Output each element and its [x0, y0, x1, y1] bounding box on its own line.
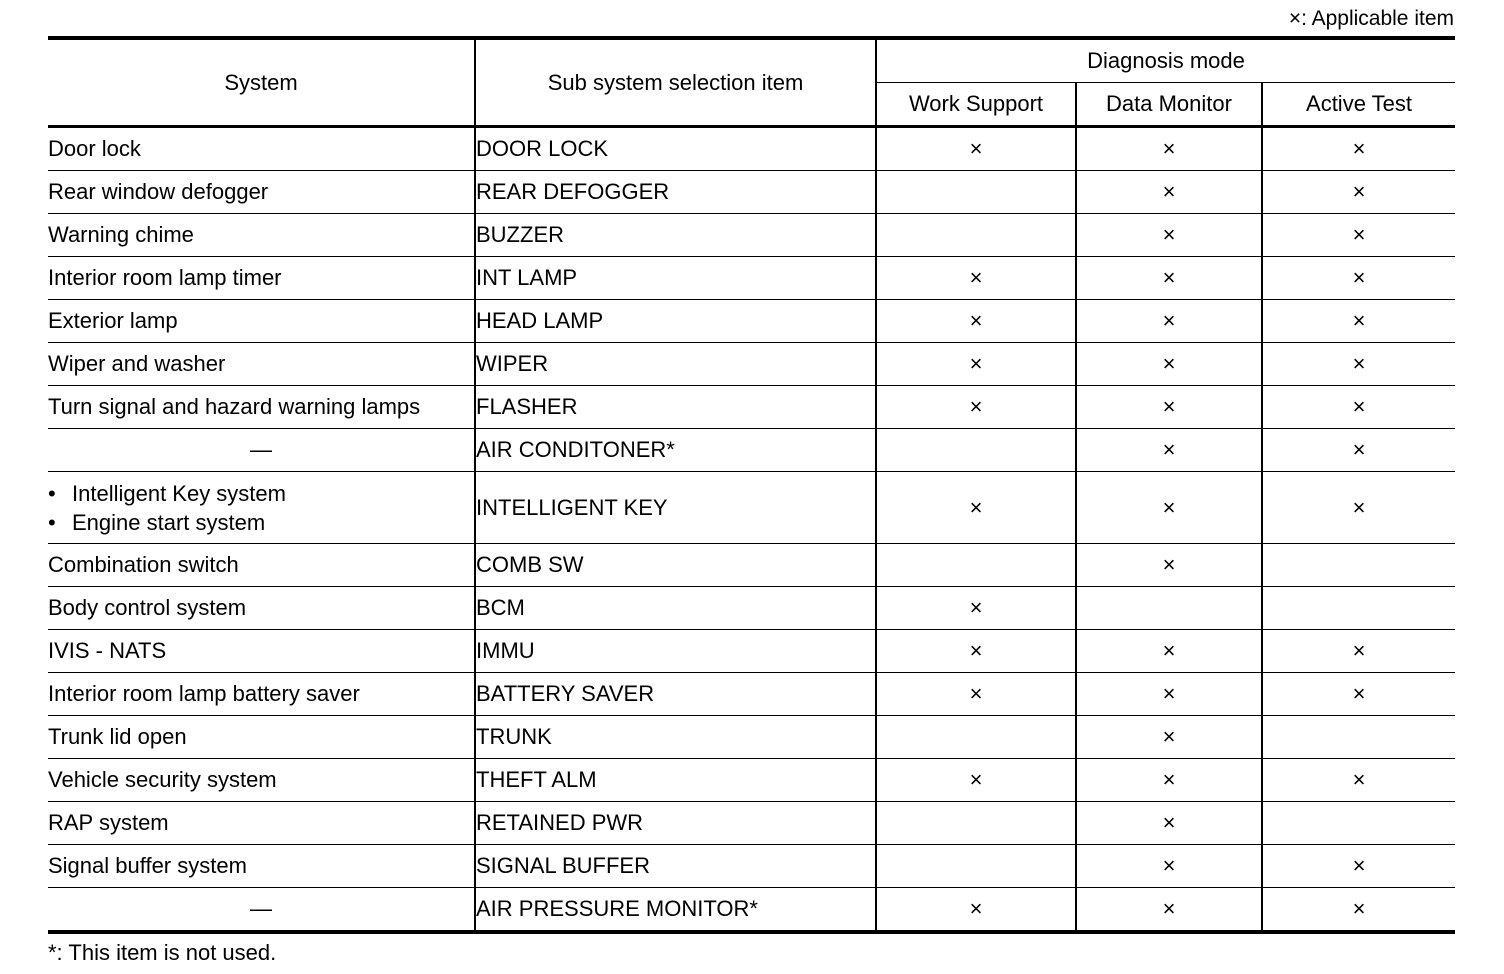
data-monitor-mark: ×	[1076, 845, 1262, 888]
table-header	[48, 38, 1455, 127]
table-row	[48, 587, 1455, 630]
sub-system-cell: COMB SW	[475, 544, 876, 587]
active-test-mark	[1262, 802, 1455, 845]
data-monitor-mark: ×	[1076, 888, 1262, 933]
active-test-mark: ×	[1262, 343, 1455, 386]
work-support-mark: ×	[876, 343, 1076, 386]
data-monitor-mark: ×	[1076, 630, 1262, 673]
sub-system-cell: TRUNK	[475, 716, 876, 759]
data-monitor-mark: ×	[1076, 214, 1262, 257]
data-monitor-mark: ×	[1076, 127, 1262, 171]
system-cell: Interior room lamp battery saver	[48, 673, 475, 716]
system-cell	[48, 472, 475, 544]
work-support-mark: ×	[876, 587, 1076, 630]
active-test-mark: ×	[1262, 845, 1455, 888]
active-test-mark	[1262, 587, 1455, 630]
table-row	[48, 716, 1455, 759]
system-cell: Combination switch	[48, 544, 475, 587]
table-row	[48, 630, 1455, 673]
work-support-mark: ×	[876, 386, 1076, 429]
system-cell: —	[48, 429, 475, 472]
table-row	[48, 171, 1455, 214]
work-support-mark	[876, 802, 1076, 845]
table-row	[48, 214, 1455, 257]
table-row	[48, 343, 1455, 386]
data-monitor-mark: ×	[1076, 716, 1262, 759]
active-test-mark: ×	[1262, 127, 1455, 171]
active-test-mark: ×	[1262, 171, 1455, 214]
work-support-mark: ×	[876, 759, 1076, 802]
sub-system-cell: AIR CONDITONER*	[475, 429, 876, 472]
system-cell: Signal buffer system	[48, 845, 475, 888]
table-row	[48, 673, 1455, 716]
table-row	[48, 429, 1455, 472]
system-cell: —	[48, 888, 475, 933]
data-monitor-mark: ×	[1076, 544, 1262, 587]
work-support-mark: ×	[876, 630, 1076, 673]
active-test-mark: ×	[1262, 630, 1455, 673]
system-cell: Wiper and washer	[48, 343, 475, 386]
system-cell: Warning chime	[48, 214, 475, 257]
system-bullet-item: • Intelligent Key system	[48, 479, 474, 508]
system-cell: Body control system	[48, 587, 475, 630]
table-row	[48, 472, 1455, 544]
data-monitor-mark: ×	[1076, 386, 1262, 429]
system-cell: Exterior lamp	[48, 300, 475, 343]
data-monitor-mark: ×	[1076, 257, 1262, 300]
data-monitor-mark: ×	[1076, 673, 1262, 716]
sub-system-cell: BCM	[475, 587, 876, 630]
work-support-mark	[876, 845, 1076, 888]
work-support-mark: ×	[876, 673, 1076, 716]
system-cell: RAP system	[48, 802, 475, 845]
work-support-mark: ×	[876, 300, 1076, 343]
work-support-mark	[876, 429, 1076, 472]
active-test-mark: ×	[1262, 214, 1455, 257]
header-sub-system: Sub system selection item	[475, 38, 876, 127]
sub-system-cell: AIR PRESSURE MONITOR*	[475, 888, 876, 933]
diagnosis-mode-table	[48, 36, 1455, 934]
work-support-mark	[876, 716, 1076, 759]
sub-system-cell: BUZZER	[475, 214, 876, 257]
sub-system-cell: HEAD LAMP	[475, 300, 876, 343]
data-monitor-mark: ×	[1076, 802, 1262, 845]
sub-system-cell: INT LAMP	[475, 257, 876, 300]
table-row	[48, 127, 1455, 171]
data-monitor-mark	[1076, 587, 1262, 630]
sub-system-cell: RETAINED PWR	[475, 802, 876, 845]
table-row	[48, 845, 1455, 888]
system-cell: Trunk lid open	[48, 716, 475, 759]
active-test-mark: ×	[1262, 257, 1455, 300]
table-row	[48, 759, 1455, 802]
table-row	[48, 300, 1455, 343]
table-row	[48, 386, 1455, 429]
system-bullet-item: • Engine start system	[48, 508, 474, 537]
work-support-mark: ×	[876, 888, 1076, 933]
sub-system-cell: FLASHER	[475, 386, 876, 429]
active-test-mark	[1262, 544, 1455, 587]
sub-system-cell: REAR DEFOGGER	[475, 171, 876, 214]
active-test-mark: ×	[1262, 888, 1455, 933]
system-cell: IVIS - NATS	[48, 630, 475, 673]
work-support-mark: ×	[876, 257, 1076, 300]
data-monitor-mark: ×	[1076, 171, 1262, 214]
system-cell: Turn signal and hazard warning lamps	[48, 386, 475, 429]
table-body	[48, 127, 1455, 933]
active-test-mark: ×	[1262, 759, 1455, 802]
data-monitor-mark: ×	[1076, 343, 1262, 386]
active-test-mark: ×	[1262, 673, 1455, 716]
work-support-mark	[876, 544, 1076, 587]
active-test-mark: ×	[1262, 386, 1455, 429]
work-support-mark	[876, 214, 1076, 257]
applicable-item-legend: ×: Applicable item	[1288, 7, 1454, 30]
header-work-support: Work Support	[876, 83, 1076, 127]
system-cell: Rear window defogger	[48, 171, 475, 214]
header-system: System	[48, 38, 475, 127]
work-support-mark: ×	[876, 472, 1076, 544]
header-diagnosis-mode: Diagnosis mode	[876, 38, 1455, 83]
sub-system-cell: THEFT ALM	[475, 759, 876, 802]
table-row	[48, 802, 1455, 845]
data-monitor-mark: ×	[1076, 759, 1262, 802]
sub-system-cell: IMMU	[475, 630, 876, 673]
system-cell: Door lock	[48, 127, 475, 171]
system-cell: Interior room lamp timer	[48, 257, 475, 300]
active-test-mark: ×	[1262, 472, 1455, 544]
active-test-mark	[1262, 716, 1455, 759]
sub-system-cell: DOOR LOCK	[475, 127, 876, 171]
footnote: *: This item is not used.	[48, 940, 277, 965]
table-row	[48, 888, 1455, 933]
header-active-test: Active Test	[1262, 83, 1455, 127]
data-monitor-mark: ×	[1076, 472, 1262, 544]
table-row	[48, 544, 1455, 587]
data-monitor-mark: ×	[1076, 429, 1262, 472]
sub-system-cell: WIPER	[475, 343, 876, 386]
sub-system-cell: BATTERY SAVER	[475, 673, 876, 716]
header-data-monitor: Data Monitor	[1076, 83, 1262, 127]
sub-system-cell: SIGNAL BUFFER	[475, 845, 876, 888]
table-row	[48, 257, 1455, 300]
work-support-mark: ×	[876, 127, 1076, 171]
work-support-mark	[876, 171, 1076, 214]
system-cell: Vehicle security system	[48, 759, 475, 802]
active-test-mark: ×	[1262, 429, 1455, 472]
data-monitor-mark: ×	[1076, 300, 1262, 343]
system-bullet-list	[48, 479, 474, 537]
active-test-mark: ×	[1262, 300, 1455, 343]
sub-system-cell: INTELLIGENT KEY	[475, 472, 876, 544]
